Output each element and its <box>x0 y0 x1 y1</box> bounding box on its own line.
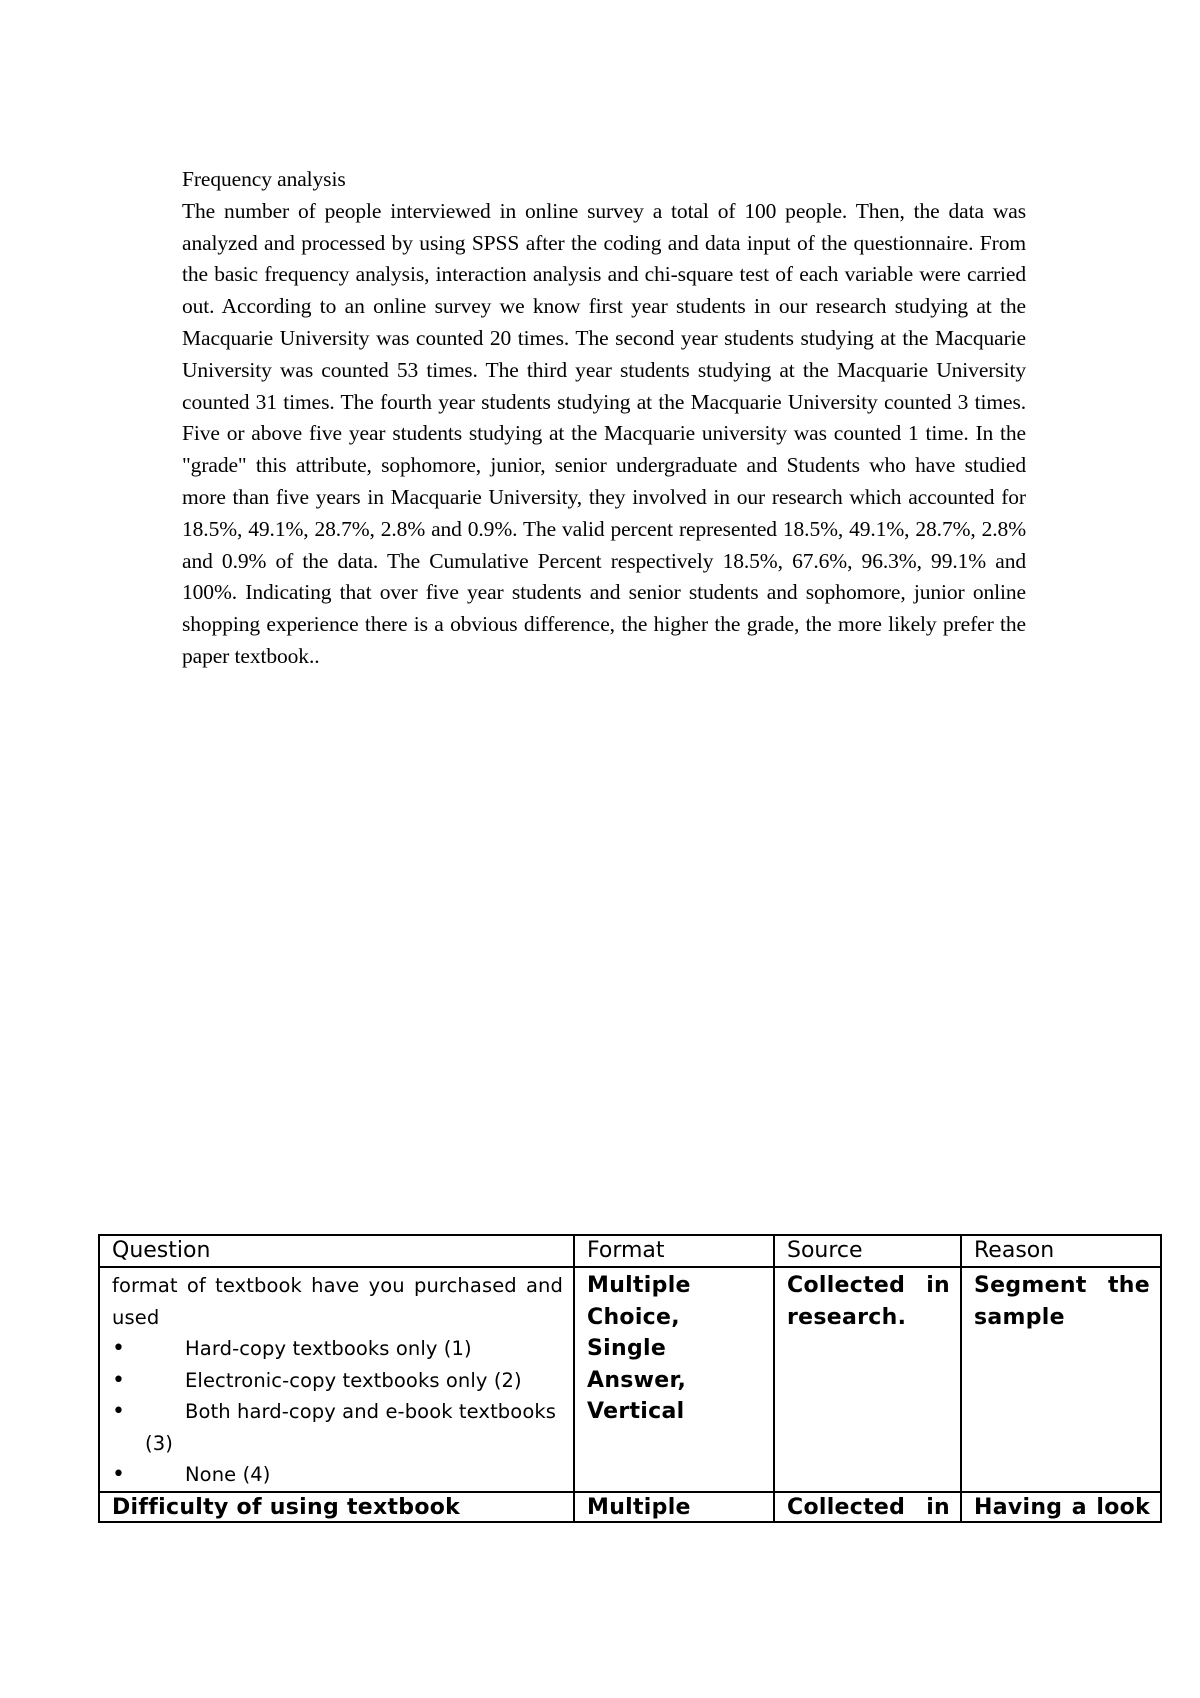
answer-options-list <box>112 1333 563 1491</box>
option-label-continuation: (3) <box>145 1431 173 1455</box>
header-question: Question <box>99 1235 574 1267</box>
answer-option <box>112 1396 563 1459</box>
option-label: Hard-copy textbooks only (1) <box>185 1337 472 1360</box>
source-text: Collected in <box>787 1494 950 1520</box>
reason-cell: Segment the sample <box>961 1267 1161 1492</box>
reason-cell <box>961 1492 1161 1522</box>
body-paragraph: The number of people interviewed in online survey a total of 100 people. Then, the data was analyzed and processed by using SPSS after the coding and data input of the questionnaire. From the basic frequency analysis, interaction analysis and chi-square test of each variable were carried out. According to an online survey we know first year students in our research studying at the Macquarie University was counted 20 times. The second year students studying at the Macquarie University was counted 53 times. The third year students studying at the Macquarie University counted 31 times. The fourth year students studying at the Macquarie University counted 3 times. Five or above five year students studying at the Macquarie university was counted 1 time. In the "grade" this attribute, sophomore, junior, senior undergraduate and Students who have studied more than five years in Macquarie University, they involved in our research which accounted for 18.5%, 49.1%, 28.7%, 2.8% and 0.9%. The valid percent represented 18.5%, 49.1%, 28.7%, 2.8% and 0.9% of the data. The Cumulative Percent respectively 18.5%, 67.6%, 96.3%, 99.1% and 100%. Indicating that over five year students and senior students and sophomore, junior online shopping experience there is a obvious difference, the higher the grade, the more likely prefer the paper textbook.. <box>182 198 1026 668</box>
format-cell: Multiple Choice, Single Answer, Vertical <box>574 1267 774 1492</box>
question-cell <box>99 1267 574 1492</box>
survey-questions-table <box>98 1234 1162 1523</box>
format-text: Multiple <box>587 1494 691 1520</box>
table-row <box>99 1492 1161 1522</box>
table-row <box>99 1267 1161 1492</box>
option-label: Both hard-copy and e-book textbooks <box>185 1400 557 1423</box>
answer-option <box>112 1365 563 1397</box>
bullet-icon: • <box>112 1367 126 1393</box>
question-cell <box>99 1492 574 1522</box>
bullet-icon: • <box>112 1399 126 1424</box>
header-source: Source <box>774 1235 961 1267</box>
bullet-icon: • <box>112 1462 126 1487</box>
source-cell: Collected in research. <box>774 1267 961 1492</box>
option-label: None (4) <box>185 1463 271 1486</box>
option-label: Electronic-copy textbooks only (2) <box>185 1368 522 1392</box>
header-reason: Reason <box>961 1235 1161 1267</box>
reason-text: Having a look <box>974 1494 1150 1520</box>
table-header-row <box>99 1235 1161 1267</box>
source-cell <box>774 1492 961 1522</box>
section-heading: Frequency analysis <box>182 167 346 191</box>
bullet-icon: • <box>112 1336 126 1361</box>
header-format: Format <box>574 1235 774 1267</box>
frequency-analysis-section <box>182 164 1026 673</box>
answer-option <box>112 1333 563 1365</box>
format-cell <box>574 1492 774 1522</box>
answer-option <box>112 1459 563 1491</box>
question-text: format of textbook have you purchased and used <box>112 1274 563 1329</box>
question-text: Difficulty of using textbook <box>112 1494 461 1520</box>
